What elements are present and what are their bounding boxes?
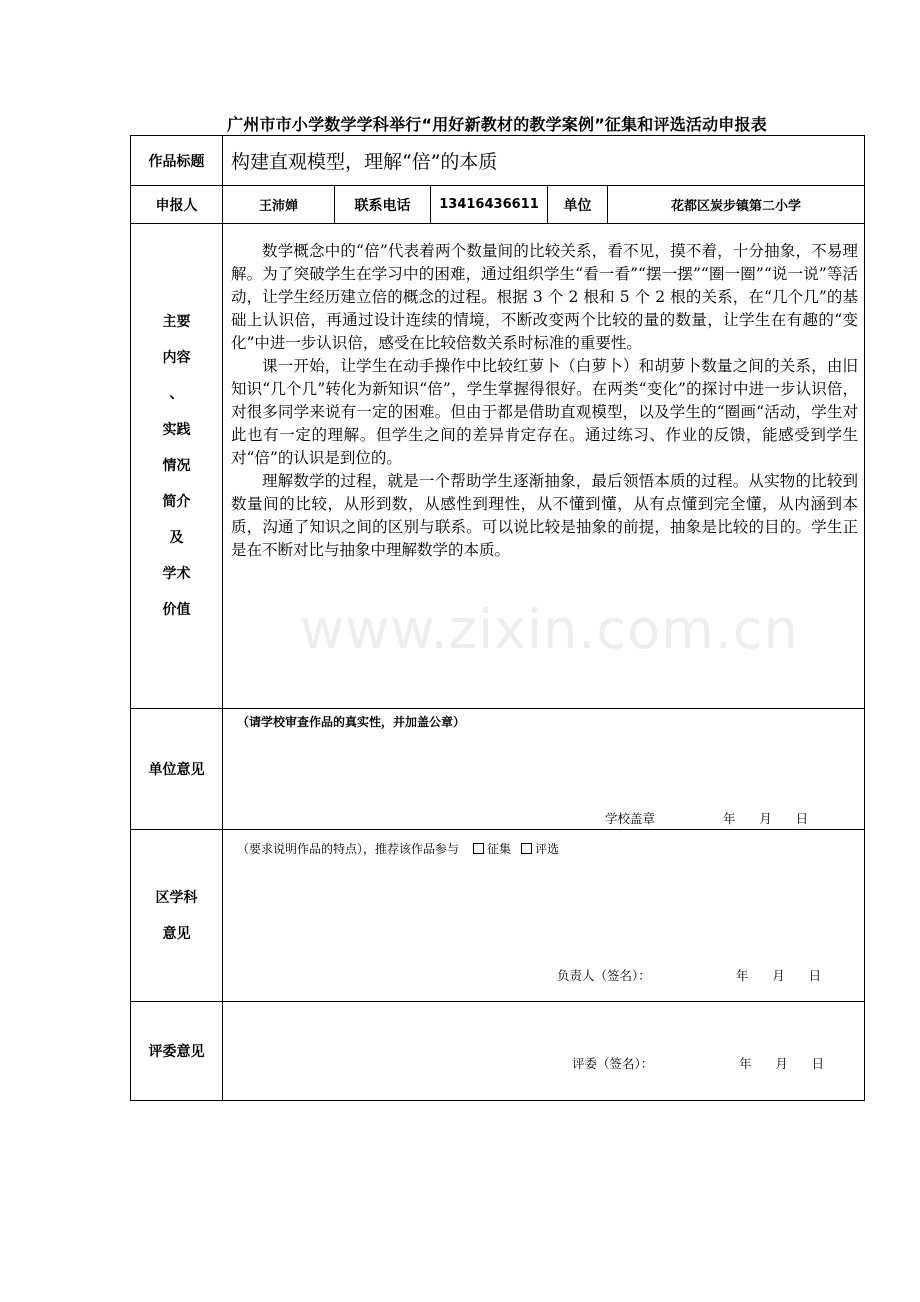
phone-value: 13416436611 [431, 186, 548, 224]
work-title-row [131, 136, 865, 186]
content-label-line: 内容 [162, 350, 191, 366]
district-opinion-cell[interactable] [223, 830, 865, 1002]
content-label-line: 及 [169, 530, 184, 546]
judge-opinion-label: 评委意见 [131, 1002, 223, 1101]
unit-value: 花都区炭步镇第二小学 [608, 186, 865, 224]
work-title-value: 构建直观模型，理解“倍”的本质 [223, 136, 865, 186]
phone-label: 联系电话 [335, 186, 431, 224]
work-title-label: 作品标题 [131, 136, 223, 186]
judge-opinion-date: 年 月 日 [739, 1056, 825, 1071]
applicant-name: 王沛婵 [223, 186, 335, 224]
content-label-line: 价值 [162, 602, 191, 618]
form-title: 广州市市小学数学学科举行“用好新教材的教学案例”征集和评选活动申报表 [227, 115, 767, 134]
district-opinion-date: 年 月 日 [736, 968, 822, 983]
applicant-row [131, 186, 865, 224]
content-label [131, 224, 223, 709]
content-label-line: 学术 [162, 566, 191, 582]
content-label-line: 简介 [162, 494, 191, 510]
district-label-line: 区学科 [155, 889, 198, 906]
judge-opinion-cell[interactable] [223, 1002, 865, 1101]
judge-signer-label: 评委（签名）： [572, 1056, 654, 1071]
content-paragraph: 理解数学的过程，就是一个帮助学生逐渐抽象，最后领悟本质的过程。从实物的比较到数量间的比较，从形到数，从感性到理性，从不懂到懂，从有点懂到完全懂，从内涵到本质，沟通了知识之间的区别与联系。可以说比较是抽象的前提，抽象是比较的目的。学生正是在不断对比与抽象中理解数学的本质。 [231, 472, 859, 559]
applicant-label: 申报人 [131, 186, 223, 224]
district-opinion-label [131, 830, 223, 1002]
evaluate-option-label: 评选 [535, 842, 560, 856]
district-opinion-row [131, 830, 865, 1002]
content-label-line: 实践 [162, 422, 191, 438]
school-stamp-label: 学校盖章 [605, 811, 656, 826]
judge-opinion-row [131, 1002, 865, 1101]
unit-opinion-note: （请学校审查作品的真实性，并加盖公章） [237, 715, 466, 729]
unit-opinion-row [131, 709, 865, 830]
collect-option-label: 征集 [487, 842, 512, 856]
district-signer-label: 负责人（签名）： [557, 968, 651, 983]
watermark: www.zixin.com.cn [300, 598, 799, 661]
content-paragraph: 课一开始，让学生在动手操作中比较红萝卜（白萝卜）和胡萝卜数量之间的关系，由旧知识“几个几”转化为新知识“倍”，学生掌握得很好。在两类“变化”的探讨中进一步认识倍，对很多同学来说有一定的困难。但由于都是借助直观模型，以及学生的“圈画“活动，学生对此也有一定的理解。但学生之间的差异肯定存在。通过练习、作业的反馈，能感受到学生对“倍”的认识是到位的。 [231, 357, 859, 467]
district-note-text: （要求说明作品的特点），推荐该作品参与 [237, 842, 460, 856]
district-opinion-note [237, 840, 559, 857]
unit-opinion-date: 年 月 日 [723, 811, 809, 826]
evaluate-checkbox[interactable] [521, 843, 532, 854]
content-label-line: 主要 [162, 314, 191, 330]
unit-label: 单位 [548, 186, 608, 224]
collect-checkbox[interactable] [473, 843, 484, 854]
district-label-line: 意见 [162, 925, 191, 942]
content-label-line: 、 [169, 386, 184, 402]
unit-opinion-label: 单位意见 [131, 709, 223, 830]
content-paragraph: 数学概念中的“倍”代表着两个数量间的比较关系，看不见，摸不着，十分抽象，不易理解。为了突破学生在学习中的困难，通过组织学生“看一看”“摆一摆”“圈一圈”“说一说”等活动，让学生经历建立倍的概念的过程。根据 3 个 2 根和 5 个 2 根的关系，在“几个几”的基础上认识倍，再通过设计连续的情境，不断改变两个比较的量的数量，让学生在有趣的“变化”中进一步认识倍，感受在比较倍数关系时标准的重要性。 [231, 242, 859, 352]
content-label-line: 情况 [162, 458, 191, 474]
unit-opinion-cell[interactable] [223, 709, 865, 830]
